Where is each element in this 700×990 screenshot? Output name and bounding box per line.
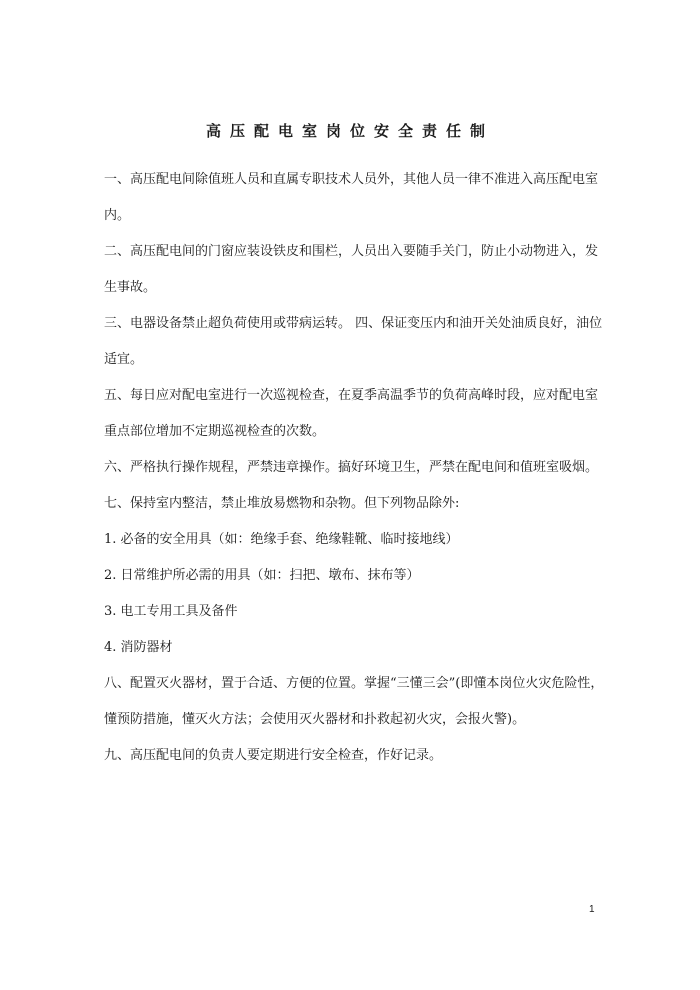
paragraph-5: 五、每日应对配电室进行一次巡视检查，在夏季高温季节的负荷高峰时段，应对配电室重点部位增加不定期巡视检查的次数。 xyxy=(104,388,599,439)
list-item-1: 1. 必备的安全用具（如：绝缘手套、绝缘鞋靴、临时接地线） xyxy=(104,532,459,547)
paragraph-2: 二、高压配电间的门窗应装设铁皮和围栏，人员出入要随手关门，防止小动物进入，发生事故。 xyxy=(104,244,599,295)
paragraph-6: 六、严格执行操作规程，严禁违章操作。搞好环境卫生，严禁在配电间和值班室吸烟。 xyxy=(104,460,599,475)
paragraph-7: 七、保持室内整洁，禁止堆放易燃物和杂物。但下列物品除外: xyxy=(104,496,460,511)
list-item-2: 2. 日常维护所必需的用具（如：扫把、墩布、抹布等） xyxy=(104,568,420,583)
paragraph-9: 九、高压配电间的负责人要定期进行安全检查，作好记录。 xyxy=(104,748,443,763)
paragraph-3: 三、电器设备禁止超负荷使用或带病运转。 四、保证变压内和油开关处油质良好，油位适宜。 xyxy=(104,316,603,367)
list-item-3: 3. 电工专用工具及备件 xyxy=(104,604,238,619)
document-body xyxy=(104,162,604,774)
paragraph-1: 一、高压配电间除值班人员和直属专职技术人员外，其他人员一律不准进入高压配电室内。 xyxy=(104,172,599,223)
document-title: 高压配电室岗位安全责任制 xyxy=(205,122,494,140)
list-item-4: 4. 消防器材 xyxy=(104,640,173,655)
paragraph-8: 八、配置灭火器材，置于合适、方便的位置。掌握“三懂三会”(即懂本岗位火灾危险性，懂预防措施，懂灭火方法；会使用灭火器材和扑救起初火灾，会报火警)。 xyxy=(104,676,604,727)
page-number: 1 xyxy=(589,904,595,915)
